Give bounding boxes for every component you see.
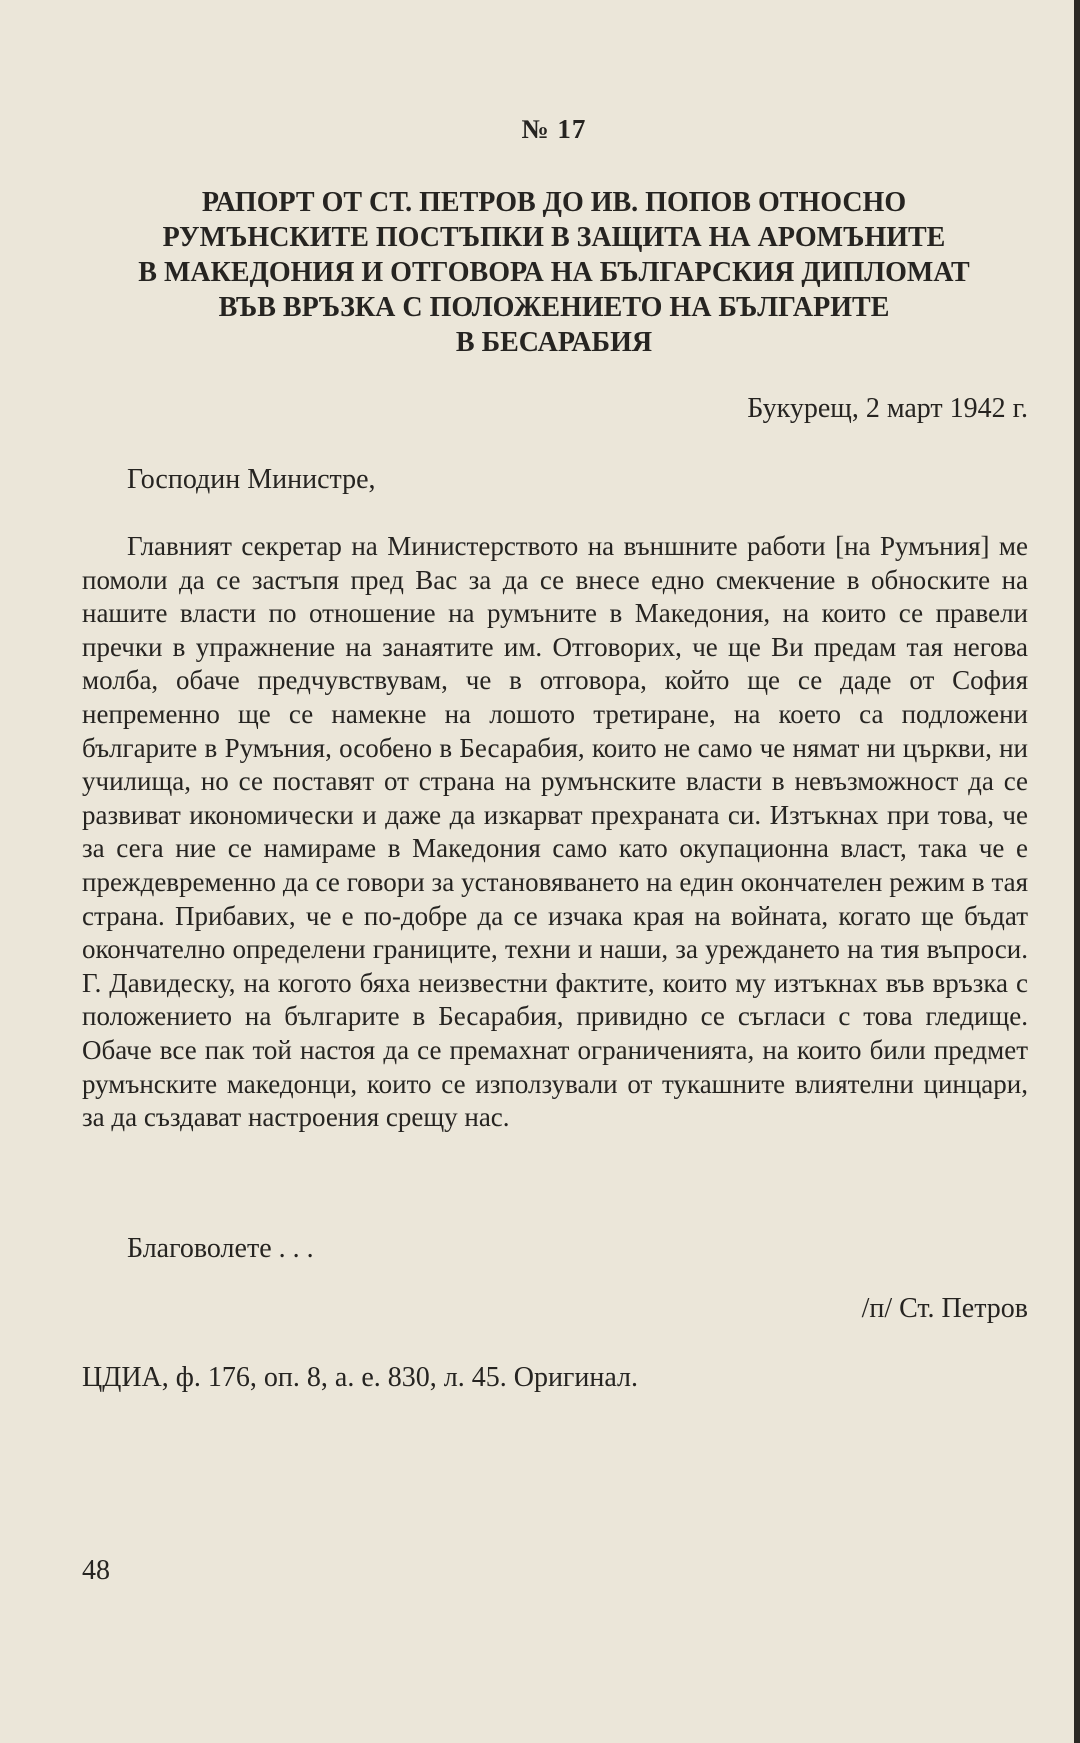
title-line: В БЕСАРАБИЯ [455, 327, 653, 358]
closing-formula: Благоволете . . . [127, 1233, 314, 1264]
document-title [82, 185, 1026, 360]
title-line: РАПОРТ ОТ СТ. ПЕТРОВ ДО ИВ. ПОПОВ ОТНОСНО [201, 187, 907, 218]
archive-source-note: ЦДИА, ф. 176, оп. 8, а. е. 830, л. 45. Оригинал. [82, 1362, 639, 1393]
title-line: ВЪВ ВРЪЗКА С ПОЛОЖЕНИЕТО НА БЪЛГАРИТЕ [218, 292, 890, 323]
signature: /п/ Ст. Петров [861, 1293, 1028, 1324]
title-line: В МАКЕДОНИЯ И ОТГОВОРА НА БЪЛГАРСКИЯ ДИПЛОМАТ [138, 257, 970, 288]
page-edge-shadow [1074, 0, 1080, 1743]
salutation: Господин Министре, [127, 464, 376, 495]
body-paragraph: Главният секретар на Министерството на външните работи [на Румъния] ме помоли да се застъпя пред Вас за да се внесе едно смекчение в обноските на нашите власти по отношение на румъните в Македония, на които се правели пречки в упражнение на занаятите им. Отговорих, че ще Ви предам тая негова молба, обаче предчувствувам, че в отговора, който ще се даде от София непременно ще се намекне на лошото третиране, на което са подложени българите в Румъния, особено в Бесарабия, които не само че нямат ни църкви, ни училища, но се поставят от страна на румънските власти в невъзможност да се развиват икономически и даже да изкарват прехраната си. Изтъкнах при това, че за сега ние се намираме в Македония само като окупационна власт, така че е преждевременно да се говори за установяването на един окончателен режим в тая страна. Прибавих, че е по-добре да се изчака края на войната, когато ще бъдат окончателно определени границите, техни и наши, за уреждането на тия въпроси. Г. Давидеску, на когото бяха неизвестни фактите, които му изтъкнах във връзка с положението на българите в Бесарабия, привидно се съгласи с това гледище. Обаче все пак той настоя да се премахнат ограниченията, на които били предмет румънските македонци, които се използували от тукашните влиятелни цинцари, за да създават настроения срещу нас. [82, 531, 1028, 1133]
title-line: РУМЪНСКИТЕ ПОСТЪПКИ В ЗАЩИТА НА АРОМЪНИТЕ [162, 222, 946, 253]
document-number: № 17 [521, 114, 587, 144]
page-number: 48 [82, 1555, 110, 1586]
place-and-date: Букурещ, 2 март 1942 г. [747, 393, 1028, 424]
